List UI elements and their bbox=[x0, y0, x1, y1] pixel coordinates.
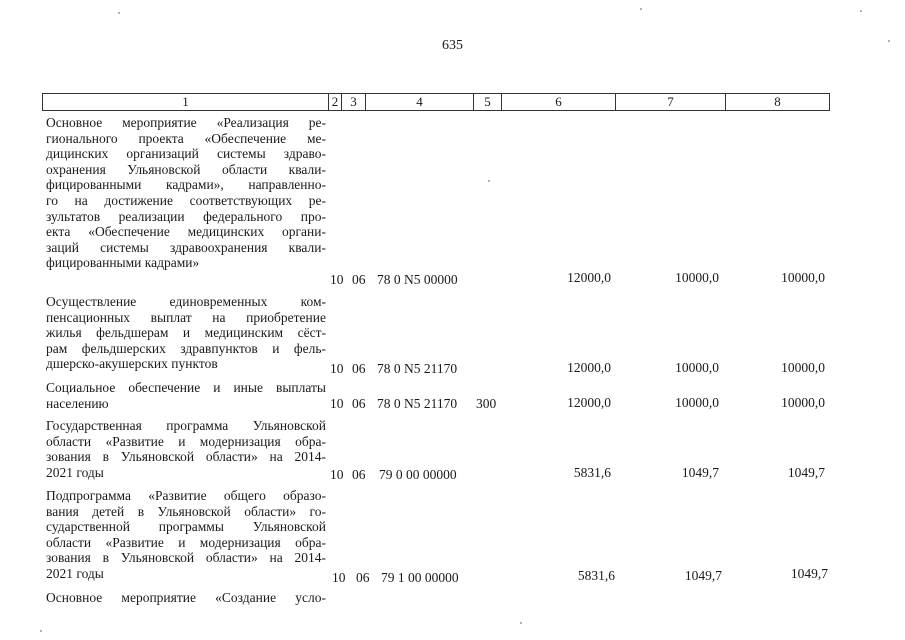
row-1-pr: 06 bbox=[352, 272, 366, 287]
row-3-rz: 10 bbox=[330, 396, 344, 411]
row-1-line-7: зультатов реализации федерального про- bbox=[46, 208, 326, 224]
row-3-col-7: 10000,0 bbox=[675, 395, 719, 410]
row-5-line-3: сударственной программы Ульяновской bbox=[46, 519, 326, 535]
row-5-line-2: вания детей в Ульяновской области» го- bbox=[46, 503, 326, 519]
row-3-col-8: 10000,0 bbox=[781, 395, 825, 410]
row-3-line-1: Социальное обеспечение и иные выплаты bbox=[46, 380, 326, 395]
row-5-pr: 06 bbox=[356, 570, 370, 585]
row-2-line-1: Осуществление единовременных ком- bbox=[46, 294, 326, 309]
row-2-rz: 10 bbox=[330, 361, 344, 376]
row-5-rz: 10 bbox=[332, 570, 346, 585]
header-col-2: 2 bbox=[329, 94, 342, 110]
scan-speck bbox=[640, 8, 642, 10]
row-5-line-1: Подпрограмма «Развитие общего образо- bbox=[46, 488, 326, 503]
row-4-line-3: зования в Ульяновской области» на 2014- bbox=[46, 449, 326, 465]
header-col-7: 7 bbox=[616, 94, 726, 110]
row-4-col-7: 1049,7 bbox=[681, 465, 719, 480]
row-5-col-7: 1049,7 bbox=[684, 568, 722, 583]
scan-speck bbox=[520, 622, 522, 624]
row-5-line-5: зования в Ульяновской области» на 2014- bbox=[46, 550, 326, 566]
row-5-col-6: 5831,6 bbox=[577, 568, 615, 583]
header-col-6: 6 bbox=[502, 94, 616, 110]
row-2-col-6: 12000,0 bbox=[567, 360, 611, 375]
scan-speck bbox=[888, 40, 890, 42]
header-col-3: 3 bbox=[342, 94, 366, 110]
header-col-8: 8 bbox=[774, 94, 781, 109]
row-4-line-4: 2021 годы bbox=[46, 464, 104, 480]
row-3-pr: 06 bbox=[352, 396, 366, 411]
row-2-line-3: жилья фельдшерам и медицинским сёст- bbox=[46, 325, 326, 341]
row-3-vr: 300 bbox=[476, 396, 497, 411]
header-col-5: 5 bbox=[474, 94, 502, 110]
row-4-col-8: 1049,7 bbox=[787, 465, 825, 480]
row-2-line-5: дшерско-акушерских пунктов bbox=[46, 356, 218, 372]
row-3-col-6: 12000,0 bbox=[567, 395, 611, 410]
row-2-csr: 78 0 N5 21170 bbox=[377, 361, 458, 376]
row-1-description bbox=[46, 115, 326, 271]
row-3-line-2: населению bbox=[46, 395, 109, 411]
row-1-line-8: екта «Обеспечение медицинских органи- bbox=[46, 224, 326, 240]
row-2-col-7: 10000,0 bbox=[675, 360, 719, 375]
row-2-description bbox=[46, 294, 326, 372]
row-1-line-9: заций системы здравоохранения квали- bbox=[46, 239, 326, 255]
row-4-col-6: 5831,6 bbox=[573, 465, 611, 480]
row-1-line-4: охранения Ульяновской области квали- bbox=[46, 161, 326, 177]
header-col-4: 4 bbox=[366, 94, 474, 110]
row-4-line-2: области «Развитие и модернизация обра- bbox=[46, 433, 326, 449]
row-1-col-6: 12000,0 bbox=[567, 270, 611, 285]
scan-speck bbox=[40, 630, 42, 632]
row-5-col-8: 1049,7 bbox=[790, 566, 828, 581]
row-4-rz: 10 bbox=[330, 467, 344, 482]
row-6-description bbox=[46, 590, 326, 606]
scan-speck bbox=[118, 12, 120, 14]
row-5-line-4: области «Развитие и модернизация обра- bbox=[46, 534, 326, 550]
row-1-col-8: 10000,0 bbox=[781, 270, 825, 285]
row-1-line-3: дицинских организаций системы здраво- bbox=[46, 146, 326, 162]
row-2-line-4: рам фельдшерских здравпунктов и фель- bbox=[46, 340, 326, 356]
scan-speck bbox=[860, 10, 862, 12]
row-6-line-1: Основное мероприятие «Создание усло- bbox=[46, 590, 326, 605]
row-1-csr: 78 0 N5 00000 bbox=[377, 272, 458, 287]
table-header bbox=[42, 93, 830, 111]
row-1-col-7: 10000,0 bbox=[675, 270, 719, 285]
row-1-line-6: го на достижение соответствующих ре- bbox=[46, 192, 326, 208]
row-4-csr: 79 0 00 00000 bbox=[379, 467, 457, 482]
row-5-line-6: 2021 годы bbox=[46, 565, 104, 581]
row-3-csr: 78 0 N5 21170 bbox=[377, 396, 458, 411]
row-5-csr: 79 1 00 00000 bbox=[381, 570, 459, 585]
row-5-description bbox=[46, 488, 326, 582]
row-4-pr: 06 bbox=[352, 467, 366, 482]
row-4-line-1: Государственная программа Ульяновской bbox=[46, 418, 326, 433]
row-1-line-5: фицированными кадрами», направленно- bbox=[46, 177, 326, 193]
row-3-description bbox=[46, 380, 326, 411]
row-1-line-10: фицированными кадрами» bbox=[46, 255, 200, 271]
scan-speck bbox=[488, 180, 490, 182]
row-4-description bbox=[46, 418, 326, 480]
header-col-1: 1 bbox=[43, 94, 329, 110]
row-1-line-1: Основное мероприятие «Реализация ре- bbox=[46, 115, 326, 130]
row-2-col-8: 10000,0 bbox=[781, 360, 825, 375]
row-1-rz: 10 bbox=[330, 272, 344, 287]
page-number: 635 bbox=[442, 38, 463, 53]
row-2-line-2: пенсационных выплат на приобретение bbox=[46, 309, 326, 325]
row-2-pr: 06 bbox=[352, 361, 366, 376]
row-1-line-2: гионального проекта «Обеспечение ме- bbox=[46, 130, 326, 146]
